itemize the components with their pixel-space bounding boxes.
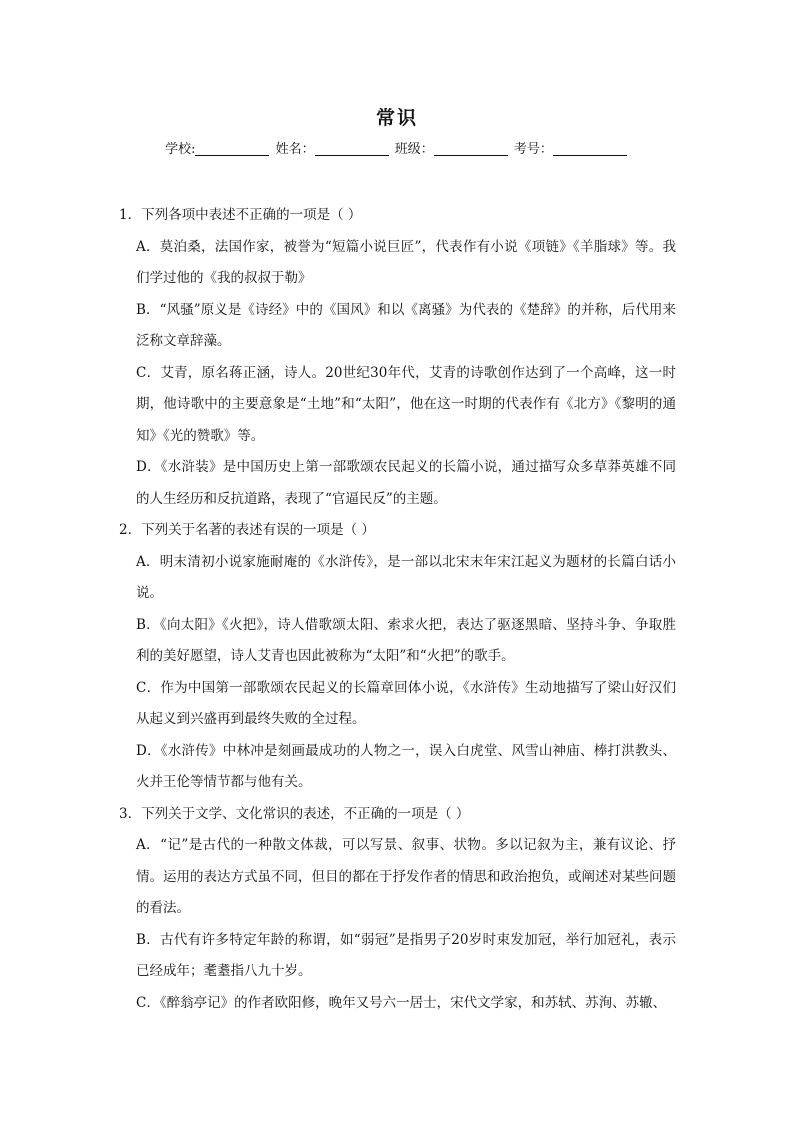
option-b: B．“风骚”原义是《诗经》中的《国风》和以《离骚》为代表的《楚辞》的并称，后代用来泛称文章辞藻。 [136,301,676,349]
exam-no-blank[interactable] [553,142,627,156]
class-label: 班级： [394,142,434,157]
class-blank[interactable] [434,142,508,156]
option-a: A．“记”是古代的一种散文体裁，可以写景、叙事、状物。多以记叙为主，兼有议论、抒情。运用的表达方式虽不同，但目的都在于抒发作者的情思和政治抱负，或阐述对某些问题的看法。 [136,837,676,916]
question-3 [119,799,679,1020]
option-b: B．古代有许多特定年龄的称谓，如“弱冠”是指男子20岁时束发加冠，举行加冠礼，表示已经成年；耄耋指八九十岁。 [136,931,676,979]
page-title: 常识 [375,107,418,129]
school-label: 学校: [165,142,196,157]
option-d: D．《水浒装》是中国历史上第一部歌颂农民起义的长篇小说，通过描写众多草莽英雄不同的人生经历和反抗道路，表现了“官逼民反”的主题。 [136,459,676,507]
question-stem: 1．下列各项中表述不正确的一项是（ ） [119,207,362,223]
school-blank[interactable] [195,142,269,156]
option-b: B．《向太阳》《火把》，诗人借歌颂太阳、索求火把，表达了驱逐黑暗、坚持斗争、争取胜利的美好愿望，诗人艾青也因此被称为“太阳”和“火把”的歌手。 [136,616,676,664]
question-list [119,200,679,1019]
question-2 [119,515,679,799]
student-info-line [0,138,794,157]
question-1 [119,200,679,515]
option-d: D．《水浒传》中林冲是刻画最成功的人物之一，误入白虎堂、风雪山神庙、棒打洪教头、火并王伦等情节都与他有关。 [136,742,676,790]
option-a: A．莫泊桑，法国作家，被誉为“短篇小说巨匠”，代表作有小说《项链》《羊脂球》等。我们学过他的《我的叔叔于勒》 [136,238,676,286]
option-c: C．作为中国第一部歌颂农民起义的长篇章回体小说，《水浒传》生动地描写了梁山好汉们从起义到兴盛再到最终失败的全过程。 [136,679,676,727]
option-c: C．《醉翁亭记》的作者欧阳修，晚年又号六一居士，宋代文学家，和苏轼、苏洵、苏辙、 [136,994,667,1011]
name-label: 姓名： [275,142,315,157]
exam-no-label: 考号： [513,142,553,157]
question-stem: 2．下列关于名著的表述有误的一项是（ ） [119,522,375,538]
option-c: C．艾青，原名蒋正涵，诗人。20世纪30年代，艾青的诗歌创作达到了一个高峰，这一时期，他诗歌中的主要意象是“土地”和“太阳”，他在这一时期的代表作有《北方》《黎明的通知》《光的赞歌》等。 [136,364,676,444]
option-a: A．明末清初小说家施耐庵的《水浒传》，是一部以北宋末年宋江起义为题材的长篇白话小说。 [136,553,676,601]
question-stem: 3．下列关于文学、文化常识的表述，不正确的一项是（ ） [119,805,470,822]
name-blank[interactable] [315,142,389,156]
